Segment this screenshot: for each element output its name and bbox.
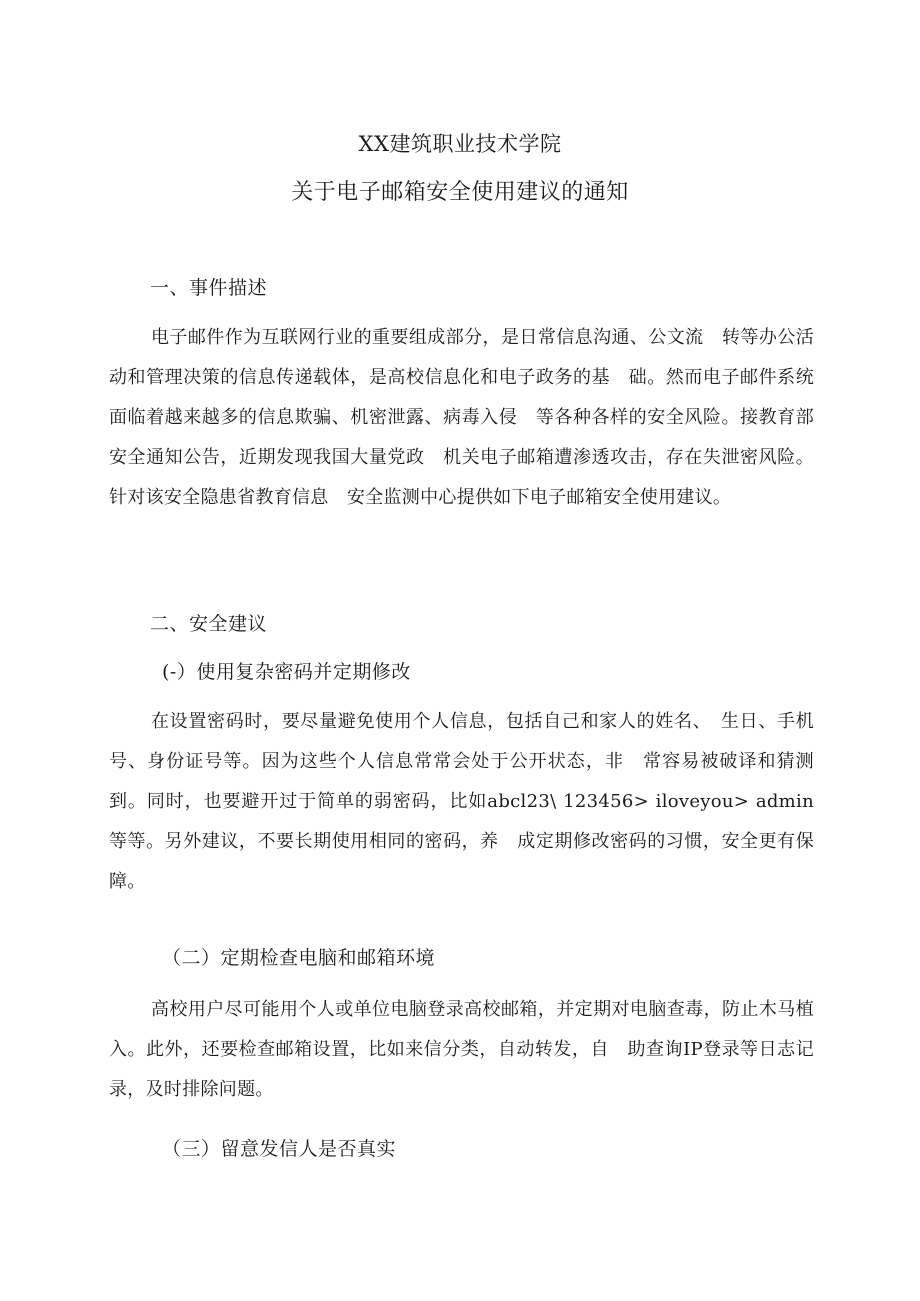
institution-name: XX建筑职业技术学院 (358, 132, 562, 156)
subheading-verify-sender: （三）留意发信人是否真实 (162, 1138, 397, 1160)
section-heading-security-advice: 二、安全建议 (150, 613, 268, 635)
subheading-check-environment: （二）定期检查电脑和邮箱环境 (162, 947, 436, 969)
event-description-paragraph: 电子邮件作为互联网行业的重要组成部分，是日常信息沟通、公文流 转等办公活动和管理决策的信息传递载体，是高校信息化和电子政务的基 础。然而电子邮件系统面临着越来越多的信息欺骗、机密泄露、病毒入侵 等各种各样的安全风险。接教育部安全通知公告，近期发现我国大量党政 机关电子邮箱遭渗透攻击，存在失泄密风险。针对该安全隐患省教育信息 安全监测中心提供如下电子邮箱安全使用建议。 (109, 327, 814, 508)
document-title: 关于电子邮箱安全使用建议的通知 (291, 180, 629, 205)
complex-password-paragraph: 在设置密码时，要尽量避免使用个人信息，包括自己和家人的姓名、 生日、手机号、身份证号等。因为这些个人信息常常会处于公开状态，非 常容易被破译和猜测到。同时，也要避开过于简单的弱密码，比如abcl23\ 123456> iloveyou> admin等等。另外建议，不要长期使用相同的密码，养 成定期修改密码的习惯，安全更有保障。 (109, 711, 814, 892)
section-heading-event-description: 一、事件描述 (150, 277, 268, 299)
check-environment-paragraph: 高校用户尽可能用个人或单位电脑登录高校邮箱，并定期对电脑查毒，防止木马植入。此外，还要检查邮箱设置，比如来信分类，自动转发，自 助查询IP登录等日志记录，及时排除问题。 (109, 999, 814, 1100)
subheading-complex-password: (-）使用复杂密码并定期修改 (162, 661, 411, 683)
